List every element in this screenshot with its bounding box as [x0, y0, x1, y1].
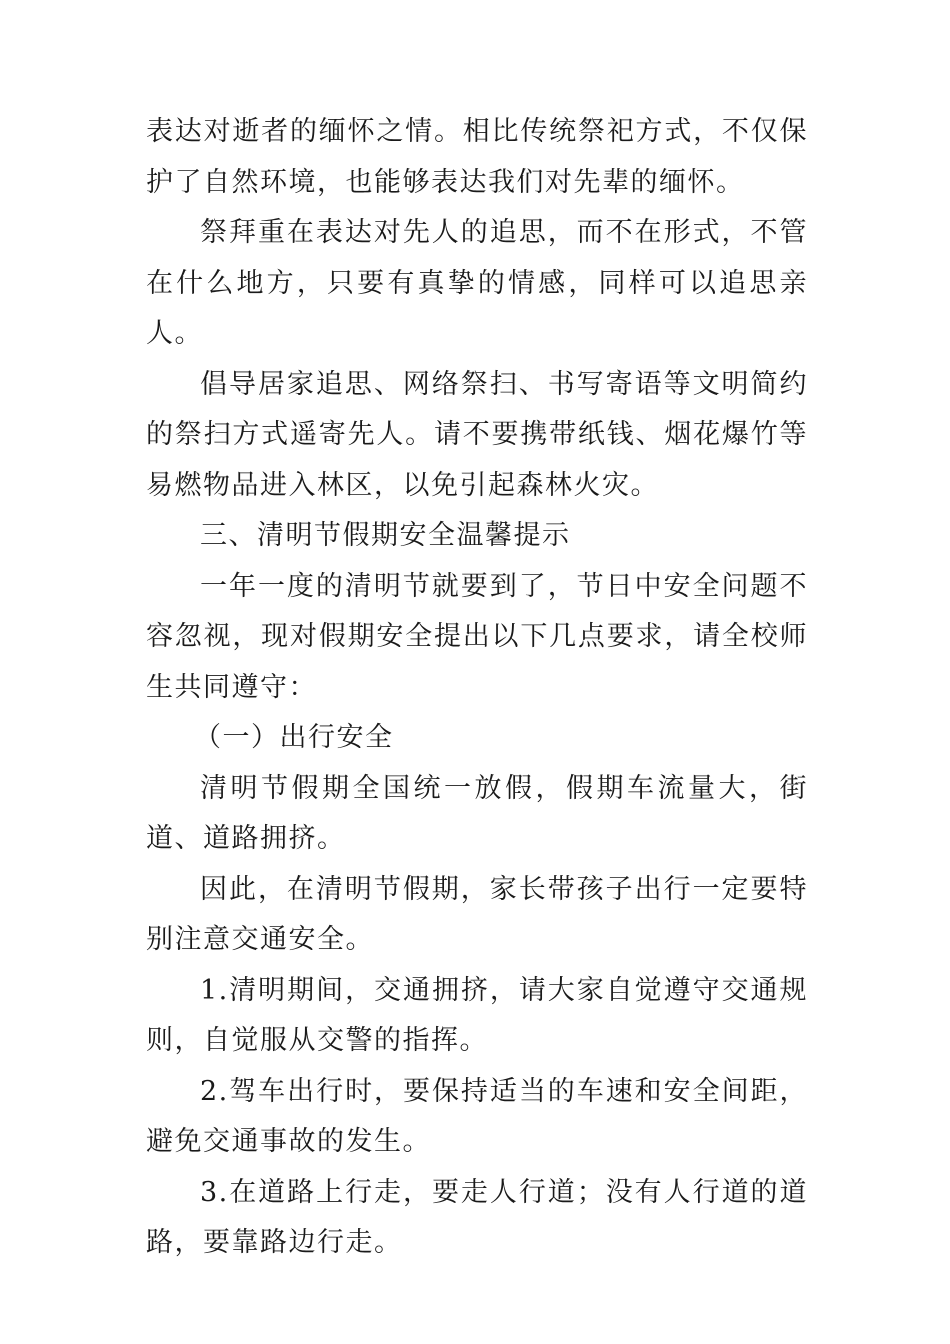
list-item: 1.清明期间，交通拥挤，请大家自觉遵守交通规则，自觉服从交警的指挥。	[146, 974, 808, 1056]
paragraph: 清明节假期全国统一放假，假期车流量大，街道、道路拥挤。	[146, 772, 808, 854]
paragraph: 倡导居家追思、网络祭扫、书写寄语等文明简约的祭扫方式遥寄先人。请不要携带纸钱、烟花爆竹等易燃物品进入林区，以免引起森林火灾。	[146, 368, 808, 501]
list-item: 3.在道路上行走，要走人行道；没有人行道的道路，要靠路边行走。	[146, 1176, 808, 1258]
paragraph: 因此，在清明节假期，家长带孩子出行一定要特别注意交通安全。	[146, 873, 808, 955]
subsection-heading: （一）出行安全	[194, 722, 394, 753]
section-heading: 三、清明节假期安全温馨提示	[200, 520, 571, 551]
list-item: 2.驾车出行时，要保持适当的车速和安全间距，避免交通事故的发生。	[146, 1075, 808, 1157]
paragraph: 祭拜重在表达对先人的追思，而不在形式，不管在什么地方，只要有真挚的情感，同样可以追思亲人。	[146, 217, 808, 349]
paragraph-continuation: 表达对逝者的缅怀之情。相比传统祭祀方式，不仅保护了自然环境，也能够表达我们对先辈的缅怀。	[146, 116, 808, 198]
paragraph: 一年一度的清明节就要到了，节日中安全问题不容忽视，现对假期安全提出以下几点要求，请全校师生共同遵守：	[146, 570, 808, 703]
document-body	[146, 107, 808, 1269]
